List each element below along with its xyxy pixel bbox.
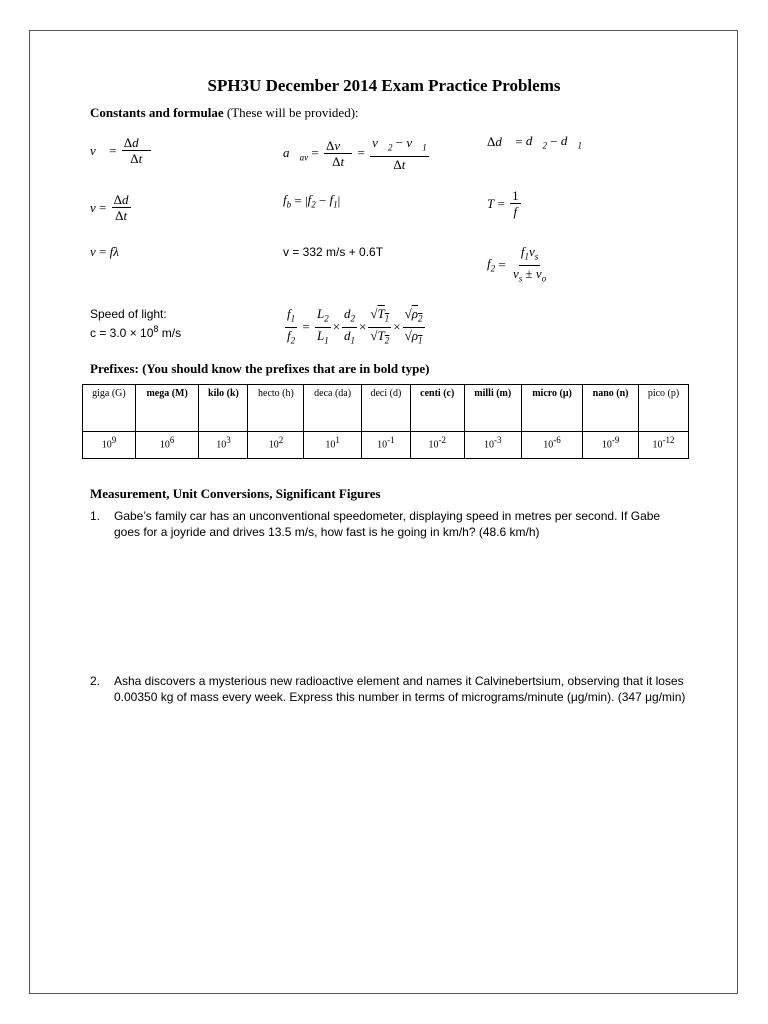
formula-average-acceleration: $a⃗_{av}$ = $\frac{\Delta v⃗}{\Delta t}$ = $\frac{v⃗_2 - v⃗_1}{\Delta t}$ [283, 135, 427, 172]
constants-heading-note: (These will be provided): [226, 105, 359, 120]
prefix-name-cell: kilo (k) [199, 385, 248, 432]
prefix-value-cell: $10^3$ [199, 432, 248, 459]
question-number: 1. [90, 509, 101, 523]
prefix-name-cell: nano (n) [583, 385, 639, 432]
prefix-name-cell: milli (m) [464, 385, 521, 432]
formula-displacement: Δ d⃗ = $d⃗_2$ − $d⃗_1$ [487, 133, 582, 151]
constants-heading [90, 105, 359, 121]
formula-doppler: $f_2$ = $\frac{f_1v_s}{v_s \pm v_o}$ [487, 244, 547, 284]
prefix-name-cell: hecto (h) [248, 385, 304, 432]
prefix-name-cell: centi (c) [410, 385, 464, 432]
prefix-name-cell: giga (G) [83, 385, 136, 432]
prefix-name-cell: pico (p) [639, 385, 689, 432]
prefix-value-cell: $10^{-6}$ [521, 432, 582, 459]
formula-string-frequency: $\frac{f_1}{f_2}$ = $\frac{L_2}{L_1}$ × $\frac{d_2}{d_1}$ × $\frac{√T_1}{√T_2}$ × $\frac{√\rho_2}{√\rho_1}$ [287, 306, 423, 346]
question-text: Asha discovers a mysterious new radioactive element and names it Calvinebertsium, observing that it loses 0.00350 kg of mass every week. Express this number in terms of micrograms/minute (μg/min). (347 μg/min) [114, 674, 686, 704]
prefixes-value-row [83, 432, 689, 459]
prefix-value-cell: $10^{-9}$ [583, 432, 639, 459]
prefix-name-cell: micro (μ) [521, 385, 582, 432]
question-number: 2. [90, 674, 101, 688]
prefix-value-cell: $10^{-2}$ [410, 432, 464, 459]
prefix-value-cell: $10^2$ [248, 432, 304, 459]
prefix-name-cell: deci (d) [361, 385, 410, 432]
prefix-name-cell: deca (da) [304, 385, 361, 432]
constants-heading-text: Constants and formulae [90, 105, 224, 120]
prefix-value-cell: $10^{-12}$ [639, 432, 689, 459]
question-text: Gabe’s family car has an unconventional speedometer, displaying speed in metres per second. If Gabe goes for a joyride and drives 13.5 m/s, how fast is he going in km/h? (48.6 km/h) [114, 509, 661, 539]
page-title: SPH3U December 2014 Exam Practice Problems [207, 76, 561, 95]
prefix-value-cell: $10^1$ [304, 432, 361, 459]
formula-velocity-vector: v⃗ = $\frac{\Delta d⃗}{\Delta t}$ [90, 135, 149, 166]
prefix-value-cell: $10^6$ [135, 432, 199, 459]
question-1 [90, 508, 690, 548]
prefixes-name-row [83, 385, 689, 432]
prefix-name-cell: mega (M) [135, 385, 199, 432]
formula-speed: v = $\frac{\Delta d}{\Delta t}$ [90, 192, 129, 223]
formula-period: T = $\frac{1}{f}$ [487, 188, 519, 219]
formula-beat-frequency: $f_b$ = | $f_2$ − $f_1$ | [283, 192, 341, 210]
prefix-value-cell: $10^{-3}$ [464, 432, 521, 459]
prefixes-table [82, 384, 689, 459]
speed-of-light [90, 307, 181, 341]
prefix-value-cell: $10^{-1}$ [361, 432, 410, 459]
speed-of-light-value: $c = 3.0 \times 10^8$ m/s [90, 324, 182, 340]
prefixes-heading: Prefixes: (You should know the prefixes that are in bold type) [90, 361, 430, 376]
question-2 [90, 673, 690, 729]
section-heading: Measurement, Unit Conversions, Significant Figures [90, 486, 381, 501]
speed-of-light-label: Speed of light: [90, 307, 167, 321]
formula-wave-speed: v = fλ [90, 244, 119, 259]
prefix-value-cell: $10^9$ [83, 432, 136, 459]
formula-speed-of-sound: v = 332 m/s + 0.6T [283, 245, 384, 259]
